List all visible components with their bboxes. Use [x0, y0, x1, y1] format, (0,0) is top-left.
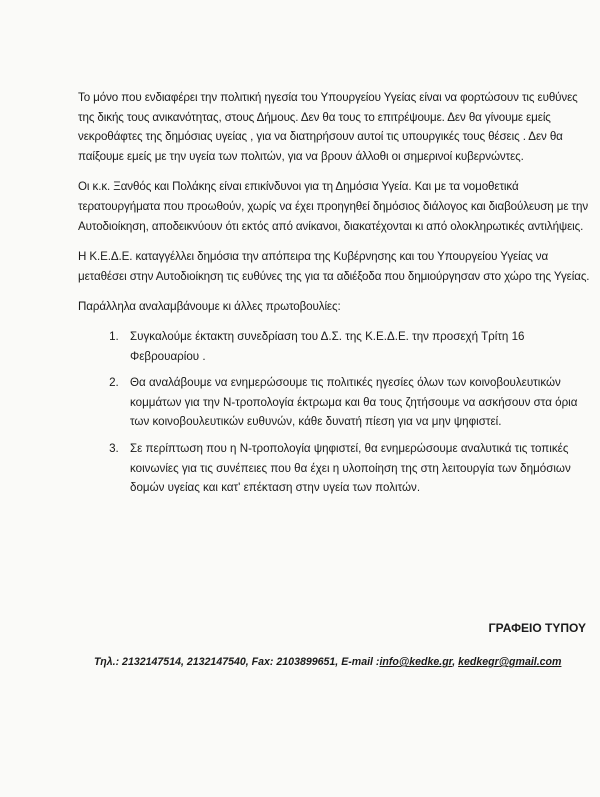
list-item: 1. Συγκαλούμε έκτακτη συνεδρίαση του Δ.Σ. της Κ.Ε.Δ.Ε. την προσεχή Τρίτη 16 Φεβρουαρίου . [122, 327, 594, 366]
list-item: 3. Σε περίπτωση που η Ν-τροπολογία ψηφιστεί, θα ενημερώσουμε αναλυτικά τις τοπικές κοινωνίες για τις συνέπειες που θα έχει η υλοποίηση της στη λειτουργία των δημόσιων δομών υγείας και κατ' επέκταση στην υγεία των πολιτών. [122, 439, 594, 498]
paragraph-1: Το μόνο που ενδιαφέρει την πολιτική ηγεσία του Υπουργείου Υγείας είναι να φορτώσουν τις ευθύνες της δικής τους ανικανότητας, στους Δήμους. Δεν θα τους το επιτρέψουμε. Δεν θα γίνουμε εμείς νεκροθάφτες της δημόσιας υγείας , για να διατηρήσουν αυτοί τις υπουργικές τους θέσεις . Δεν θα παίξουμε εμείς με την υγεία των πολιτών, για να βρουν άλλοθι οι σημερινοί κυβερνώντες. [78, 91, 578, 163]
email-link-info[interactable]: info@kedke.gr [379, 656, 453, 668]
email-link-gmail[interactable]: kedkegr@gmail.com [458, 656, 562, 668]
press-office-signature: ΓΡΑΦΕΙΟ ΤΥΠΟΥ [488, 621, 586, 635]
paragraph-2: Οι κ.κ. Ξανθός και Πολάκης είναι επικίνδυνοι για τη Δημόσια Υγεία. Και με τα νομοθετικά τερατουργήματα που προωθούν, χωρίς να έχει προηγηθεί δημόσιος διάλογος και διαβούλευση με την Αυτοδιοίκηση, αποδεικνύουν ότι εκτός από ανίκανοι, διακατέχονται κι από ολοκληρωτικές αντιλήψεις. [78, 180, 589, 233]
contact-separator: , [452, 656, 459, 668]
contact-line [94, 656, 561, 668]
contact-phones-fax: Τηλ.: 2132147514, 2132147540, Fax: 2103899651, E-mail : [94, 656, 380, 668]
paragraph-initiatives-intro: Παράλληλα αναλαμβάνουμε κι άλλες πρωτοβουλίες: [78, 300, 341, 314]
initiatives-list [78, 327, 594, 498]
list-item: 2. Θα αναλάβουμε να ενημερώσουμε τις πολιτικές ηγεσίες όλων των κοινοβουλευτικών κομμάτων για την Ν-τροπολογία έκτρωμα και θα τους ζητήσουμε να ασκήσουν στα όρια των κοινοβουλευτικών ευθυνών, κάθε δυνατή πίεση για να μην ψηφιστεί. [122, 373, 594, 432]
paragraph-3: Η Κ.Ε.Δ.Ε. καταγγέλλει δημόσια την απόπειρα της Κυβέρνησης και του Υπουργείου Υγείας να μεταθέσει στην Αυτοδιοίκηση τις ευθύνες της για τα αδιέξοδα που δημιούργησαν στο χώρο της Υγείας. [78, 250, 590, 283]
